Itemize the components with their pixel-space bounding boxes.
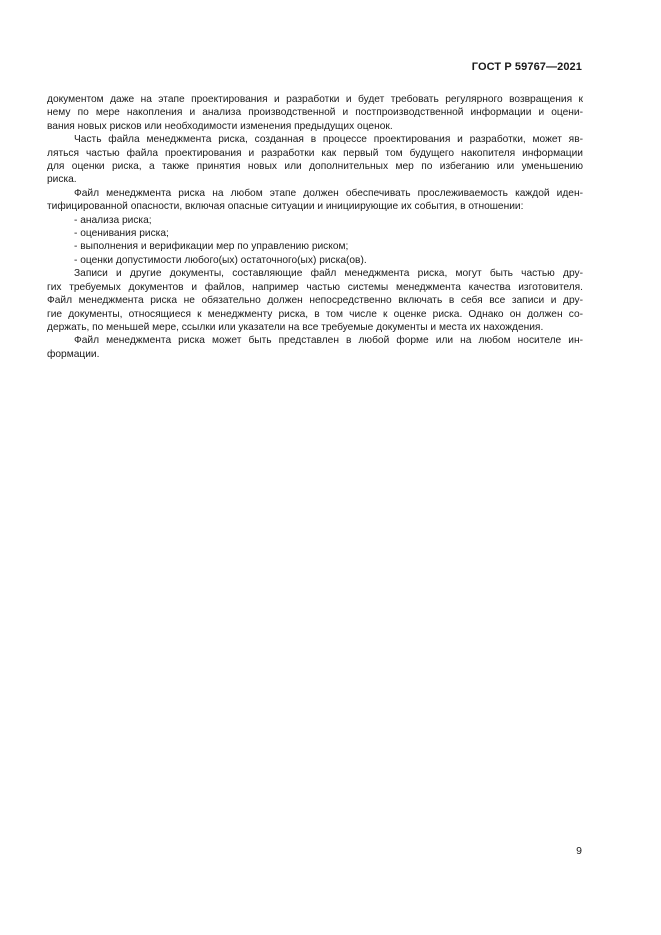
paragraph-line: Файл менеджмента риска на любом этапе должен обеспечивать прослеживаемость каждой иден- (74, 187, 583, 199)
paragraph-line: держать, по меньшей мере, ссылки или указатели на все требуемые документы и места их нахождения. (47, 321, 544, 333)
list-item: - оценивания риска; (74, 228, 169, 240)
paragraph-line: вания новых рисков или необходимости изменения предыдущих оценок. (47, 120, 393, 132)
document-code: ГОСТ Р 59767—2021 (471, 61, 582, 73)
list-item: - оценки допустимости любого(ых) остаточного(ых) риска(ов). (74, 254, 367, 266)
paragraph-line: гих требуемых документов и файлов, например частью системы менеджмента качества изготовителя. (47, 281, 583, 293)
paragraph-line: гие документы, относящиеся к менеджменту риска, в том числе к оценке риска. Однако он должен со- (47, 308, 583, 320)
paragraph-line: риска. (47, 174, 77, 186)
document-body (47, 93, 583, 361)
paragraph-line: для оценки риска, а также принятия новых или дополнительных мер по избеганию или уменьшению (47, 161, 583, 173)
paragraph-line: Файл менеджмента риска может быть представлен в любой форме или на любом носителе ин- (74, 335, 583, 347)
paragraph-line: документом даже на этапе проектирования и разработки и будет требовать регулярного возвращения к (47, 94, 583, 105)
page-number: 9 (576, 845, 582, 857)
list-item: - выполнения и верификации мер по управлению риском; (74, 241, 349, 253)
paragraph-line: Записи и другие документы, составляющие файл менеджмента риска, могут быть частью дру- (74, 268, 583, 280)
paragraph-line: Часть файла менеджмента риска, созданная в процессе проектирования и разработки, может яв- (74, 134, 583, 146)
list-item: - анализа риска; (74, 214, 152, 226)
paragraph-line: тифицированной опасности, включая опасные ситуации и инициирующие их события, в отношении: (47, 201, 524, 213)
paragraph-line: нему по мере накопления и анализа производственной и постпроизводственной информации и оцени- (47, 107, 583, 119)
paragraph-line: Файл менеджмента риска не обязательно должен непосредственно включать в себя все записи и дру- (47, 295, 583, 307)
paragraph-line: формации. (47, 348, 100, 360)
paragraph-line: ляться частью файла проектирования и разработки как первый том будущего накопителя информации (47, 147, 583, 159)
